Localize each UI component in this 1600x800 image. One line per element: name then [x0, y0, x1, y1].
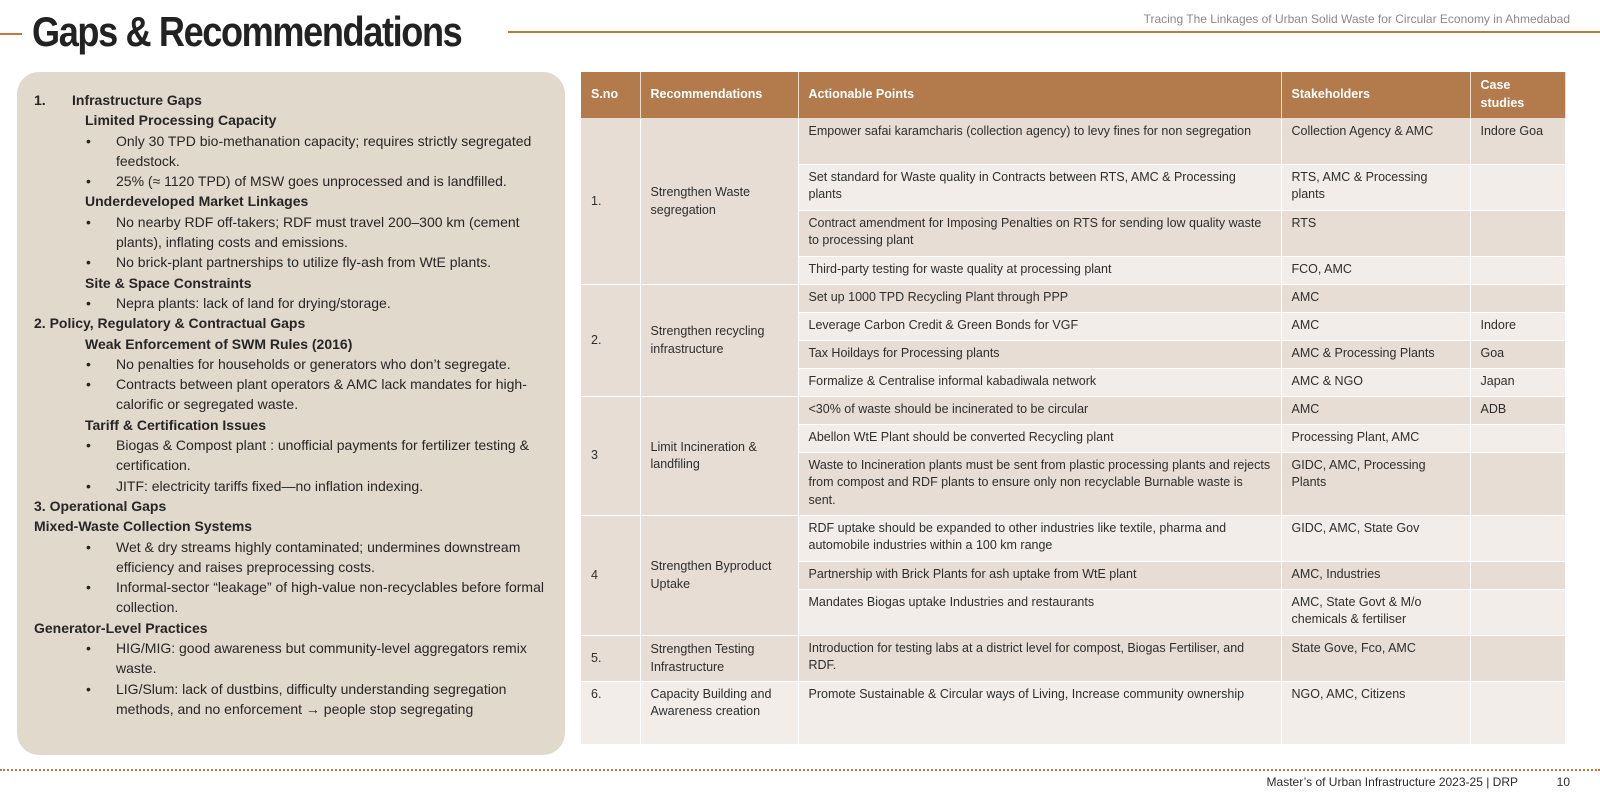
footer-text: Master’s of Urban Infrastructure 2023-25 | DRP: [1266, 775, 1518, 789]
section-heading: [34, 90, 555, 110]
stakeholders-cell: Processing Plant, AMC: [1281, 424, 1470, 452]
bullet-icon: •: [86, 579, 91, 596]
sno-cell: 6.: [581, 681, 640, 744]
subheading: Mixed-Waste Collection Systems: [34, 518, 253, 535]
stakeholders-cell: GIDC, AMC, Processing Plants: [1281, 452, 1470, 515]
actionable-point-cell: Waste to Incineration plants must be sent from plastic processing plants and rejects from compost and RDF plants to ensure only non recyclable Burnable waste is sent.: [798, 452, 1281, 515]
title-rule-left: [0, 33, 22, 35]
section-heading: 3. Operational Gaps: [34, 497, 167, 514]
actionable-point-cell: Introduction for testing labs at a district level for compost, Biogas Fertiliser, and RDF.: [798, 635, 1281, 681]
table-header-row: [581, 72, 1565, 118]
bullet-icon: •: [86, 132, 91, 149]
subheading: Generator-Level Practices: [34, 619, 208, 636]
bullet-icon: •: [86, 355, 91, 372]
subheading: Site & Space Constraints: [85, 274, 252, 291]
sno-cell: 2.: [581, 284, 640, 396]
stakeholders-cell: AMC, State Govt & M/o chemicals & fertiliser: [1281, 589, 1470, 635]
bullet-icon: •: [86, 213, 91, 230]
table-row: [581, 681, 1565, 744]
bullet-text: 25% (≈ 1120 TPD) of MSW goes unprocessed and is landfilled.: [116, 173, 507, 190]
case-studies-cell: [1470, 164, 1565, 210]
table-row: [581, 118, 1565, 164]
stakeholders-cell: State Gove, Fco, AMC: [1281, 635, 1470, 681]
stakeholders-cell: RTS: [1281, 210, 1470, 256]
subheading: Tariff & Certification Issues: [85, 416, 267, 433]
bullet-icon: •: [86, 254, 91, 271]
case-studies-cell: Japan: [1470, 368, 1565, 396]
actionable-point-cell: Formalize & Centralise informal kabadiwala network: [798, 368, 1281, 396]
table-row: [581, 284, 1565, 312]
bullet-item: [34, 638, 555, 679]
actionable-point-cell: Promote Sustainable & Circular ways of Living, Increase community ownership: [798, 681, 1281, 744]
column-header-recommendations: Recommendations: [640, 72, 798, 118]
bullet-icon: •: [86, 376, 91, 393]
stakeholders-cell: AMC, Industries: [1281, 561, 1470, 589]
project-title: Tracing The Linkages of Urban Solid Waste for Circular Economy in Ahmedabad: [1143, 12, 1570, 26]
subheading: Weak Enforcement of SWM Rules (2016): [85, 335, 353, 352]
bullet-text: Biogas & Compost plant : unofficial payments for fertilizer testing & certification.: [116, 437, 529, 474]
stakeholders-cell: GIDC, AMC, State Gov: [1281, 515, 1470, 561]
bullet-text: No nearby RDF off-takers; RDF must travel 200–300 km (cement plants), inflating costs and emissions.: [116, 213, 520, 251]
bullet-item: [34, 293, 555, 313]
case-studies-cell: [1470, 424, 1565, 452]
bullet-item: [34, 577, 555, 618]
case-studies-cell: Goa: [1470, 340, 1565, 368]
recommendation-cell: Strengthen Testing Infrastructure: [640, 635, 798, 681]
bullet-item: [34, 212, 555, 253]
bullet-text: No penalties for households or generators who don’t segregate.: [116, 355, 511, 372]
sno-cell: 1.: [581, 118, 640, 284]
bullet-text: No brick-plant partnerships to utilize fly-ash from WtE plants.: [116, 254, 492, 271]
stakeholders-cell: AMC & NGO: [1281, 368, 1470, 396]
case-studies-cell: [1470, 681, 1565, 744]
bullet-item: [34, 679, 555, 720]
gaps-panel: [17, 72, 565, 755]
actionable-point-cell: Set standard for Waste quality in Contracts between RTS, AMC & Processing plants: [798, 164, 1281, 210]
case-studies-cell: ADB: [1470, 396, 1565, 424]
recommendation-cell: Strengthen Waste segregation: [640, 118, 798, 284]
bullet-icon: •: [86, 680, 91, 697]
bullet-item: [34, 252, 555, 272]
table-row: [581, 396, 1565, 424]
actionable-point-cell: Partnership with Brick Plants for ash uptake from WtE plant: [798, 561, 1281, 589]
case-studies-cell: [1470, 256, 1565, 284]
bullet-item: [34, 171, 555, 191]
actionable-point-cell: Tax Hoildays for Processing plants: [798, 340, 1281, 368]
column-header-sno: S.no: [581, 72, 640, 118]
actionable-point-cell: Abellon WtE Plant should be converted Recycling plant: [798, 424, 1281, 452]
actionable-point-cell: <30% of waste should be incinerated to be circular: [798, 396, 1281, 424]
subheading: Underdeveloped Market Linkages: [85, 193, 309, 210]
bullet-item: [34, 476, 555, 496]
sno-cell: 4: [581, 515, 640, 635]
table-row: [581, 635, 1565, 681]
bullet-text: JITF: electricity tariffs fixed—no inflation indexing.: [116, 477, 424, 494]
bullet-icon: •: [86, 173, 91, 190]
column-header-stakeholders: Stakeholders: [1281, 72, 1470, 118]
stakeholders-cell: RTS, AMC & Processing plants: [1281, 164, 1470, 210]
case-studies-cell: [1470, 210, 1565, 256]
column-header-case-studies: Case studies: [1470, 72, 1565, 118]
bullet-text: LIG/Slum: lack of dustbins, difficulty understanding segregation methods, and no enforcement → people stop segregating: [116, 680, 507, 717]
bullet-icon: •: [86, 640, 91, 657]
table-row: [581, 515, 1565, 561]
actionable-point-cell: RDF uptake should be expanded to other industries like textile, pharma and automobile industries within a 100 km range: [798, 515, 1281, 561]
case-studies-cell: [1470, 635, 1565, 681]
title-rule-right: [508, 31, 1600, 33]
subheading: Limited Processing Capacity: [85, 112, 277, 129]
case-studies-cell: Indore Goa: [1470, 118, 1565, 164]
bullet-item: [34, 537, 555, 578]
recommendation-cell: Limit Incineration & landfiling: [640, 396, 798, 515]
page-title: Gaps & Recommendations: [32, 8, 462, 55]
bullet-text: HIG/MIG: good awareness but community-level aggregators remix waste.: [116, 640, 527, 677]
section-heading: 2. Policy, Regulatory & Contractual Gaps: [34, 315, 306, 332]
actionable-point-cell: Leverage Carbon Credit & Green Bonds for VGF: [798, 312, 1281, 340]
bullet-text: Informal-sector “leakage” of high-value non-recyclables before formal collection.: [116, 579, 544, 616]
bullet-item: [34, 354, 555, 374]
recommendation-cell: Strengthen recycling infrastructure: [640, 284, 798, 396]
recommendations-table: [581, 72, 1566, 745]
column-header-actionable-points: Actionable Points: [798, 72, 1281, 118]
footer-divider: [0, 769, 1600, 771]
stakeholders-cell: AMC: [1281, 312, 1470, 340]
stakeholders-cell: FCO, AMC: [1281, 256, 1470, 284]
bullet-icon: •: [86, 477, 91, 494]
recommendation-cell: Capacity Building and Awareness creation: [640, 681, 798, 744]
recommendation-cell: Strengthen Byproduct Uptake: [640, 515, 798, 635]
actionable-point-cell: Contract amendment for Imposing Penalties on RTS for sending low quality waste to processing plant: [798, 210, 1281, 256]
case-studies-cell: [1470, 515, 1565, 561]
section-title: Infrastructure Gaps: [72, 92, 202, 108]
stakeholders-cell: AMC & Processing Plants: [1281, 340, 1470, 368]
stakeholders-cell: AMC: [1281, 396, 1470, 424]
actionable-point-cell: Set up 1000 TPD Recycling Plant through PPP: [798, 284, 1281, 312]
bullet-item: [34, 435, 555, 476]
sno-cell: 3: [581, 396, 640, 515]
case-studies-cell: [1470, 284, 1565, 312]
bullet-text: Nepra plants: lack of land for drying/storage.: [116, 294, 391, 311]
stakeholders-cell: NGO, AMC, Citizens: [1281, 681, 1470, 744]
bullet-item: [34, 374, 555, 415]
case-studies-cell: [1470, 561, 1565, 589]
actionable-point-cell: Mandates Biogas uptake Industries and restaurants: [798, 589, 1281, 635]
case-studies-cell: Indore: [1470, 312, 1565, 340]
sno-cell: 5.: [581, 635, 640, 681]
actionable-point-cell: Empower safai karamcharis (collection agency) to levy fines for non segregation: [798, 118, 1281, 164]
bullet-icon: •: [86, 294, 91, 311]
bullet-text: Wet & dry streams highly contaminated; undermines downstream efficiency and raises preprocessing costs.: [116, 538, 521, 575]
stakeholders-cell: AMC: [1281, 284, 1470, 312]
stakeholders-cell: Collection Agency & AMC: [1281, 118, 1470, 164]
actionable-point-cell: Third-party testing for waste quality at processing plant: [798, 256, 1281, 284]
case-studies-cell: [1470, 452, 1565, 515]
bullet-text: Contracts between plant operators & AMC lack mandates for high-calorific or segregated waste.: [116, 376, 527, 413]
bullet-icon: •: [86, 437, 91, 454]
bullet-text: Only 30 TPD bio-methanation capacity; requires strictly segregated feedstock.: [116, 132, 532, 169]
bullet-icon: •: [86, 538, 91, 555]
page-number: 10: [1556, 775, 1570, 789]
bullet-item: [34, 131, 555, 172]
case-studies-cell: [1470, 589, 1565, 635]
section-number: 1.: [34, 92, 46, 108]
